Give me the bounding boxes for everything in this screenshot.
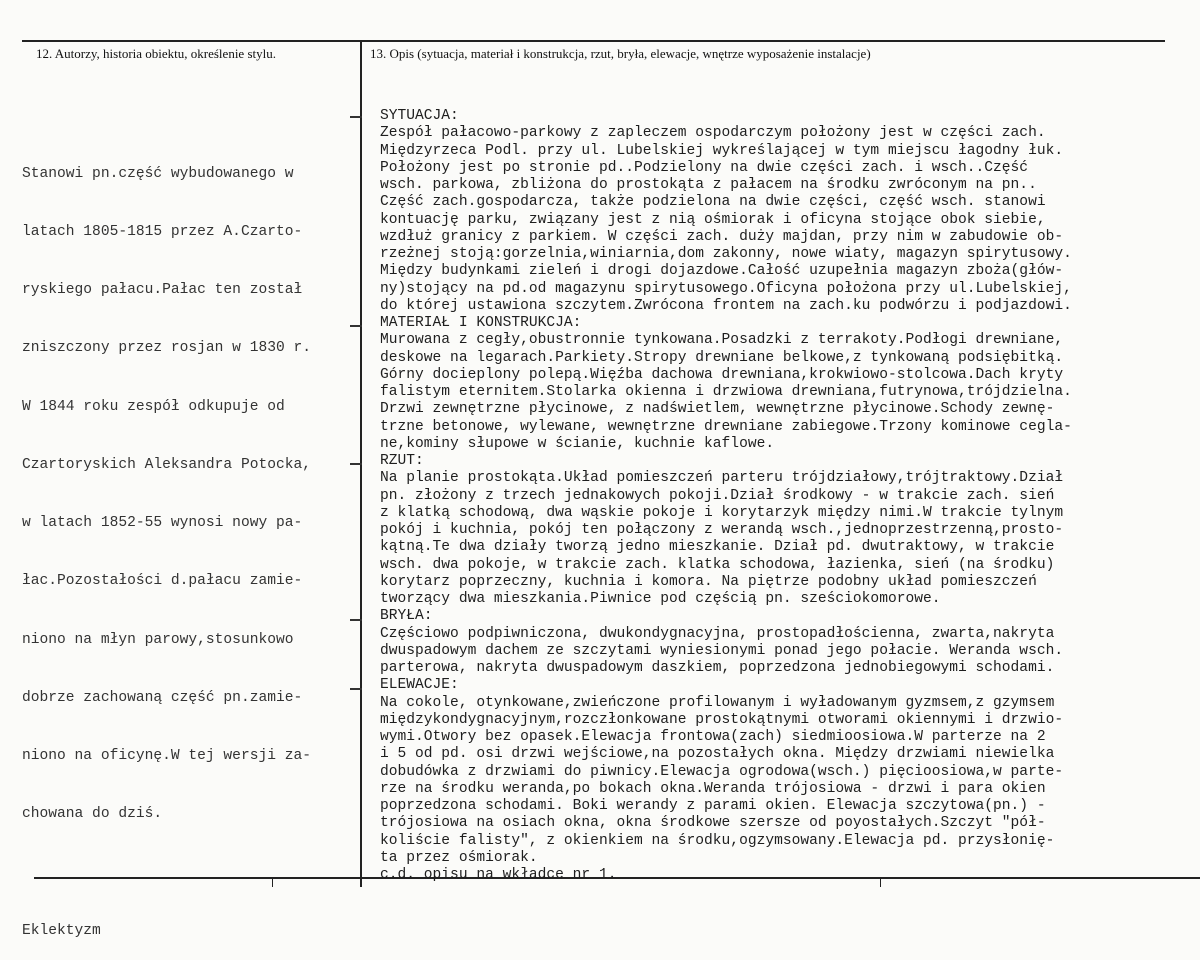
- description-line: Górny docieplony polepą.Więźba dachowa drewniana,krokwiowo-stolcowa.Dach kryty: [380, 366, 1064, 383]
- description-line: Na planie prostokąta.Układ pomieszczeń parteru trójdziałowy,trójtraktowy.Dział: [380, 470, 1064, 487]
- description-line: ta przez ośmiorak.: [380, 849, 538, 866]
- history-line: chowana do dziś.: [22, 806, 163, 823]
- style-label: Eklektyzm: [22, 922, 101, 939]
- column-header-13: 13. Opis (sytuacja, materiał i konstrukcja, rzut, bryła, elewacje, wnętrze wyposażenie instalacje): [370, 46, 871, 61]
- description-line: wsch. parkowa, zbliżona do prostokąta z pałacem na środku zwróconym na pn..: [380, 177, 1037, 193]
- description-line: do której ustawiona szczytem.Zwrócona frontem na zach.ku podwórzu i podjazdowi.: [380, 297, 1072, 314]
- description-line: koliście falisty", z okienkiem na środku,ogzymsowany.Elewacja pd. przysłonię-: [380, 832, 1055, 849]
- description-line: i 5 od pd. osi drzwi wejściowe,na pozostałych okna. Między drzwiami niewielka: [380, 746, 1055, 763]
- description-line: Część zach.gospodarcza, także podzielona na dwie części, część wsch. stanowi: [380, 194, 1046, 211]
- description-line: Murowana z cegły,obustronnie tynkowana.Posadzki z terrakoty.Podłogi drewniane,: [380, 332, 1064, 349]
- top-rule: [22, 40, 1165, 42]
- description-line: dwuspadowym dachem ze szczytami wyniesionymi ponad jego połacie. Weranda wsch.: [380, 642, 1064, 659]
- description-line: Między budynkami zieleń i drogi dojazdowe.Całość uzupełnia magazyn zboża(głów-: [380, 263, 1064, 280]
- description-line: wzdłuż granicy z parkiem. W części zach. duży majdan, przy nim w zabudowie ob-: [380, 228, 1064, 245]
- history-line: dobrze zachowaną część pn.zamie-: [22, 689, 303, 706]
- description-text: [380, 108, 1190, 884]
- history-line: latach 1805-1815 przez A.Czarto-: [22, 224, 303, 241]
- description-line: kontuację parku, związany jest z nią ośmiorak i oficyna stojące obok siebie,: [380, 211, 1046, 228]
- history-line: niono na młyn parowy,stosunkowo: [22, 631, 294, 648]
- description-line: dobudówka z drzwiami do piwnicy.Elewacja ogrodowa(wsch.) pięcioosiowa,w parte-: [380, 763, 1064, 780]
- description-line: Położony jest po stronie pd..Podzielony na dwie części zach. i wsch..Część: [380, 159, 1029, 176]
- history-line: Czartoryskich Aleksandra Potocka,: [22, 456, 312, 473]
- description-line: rzeżnej stoją:gorzelnia,winiarnia,dom zakonny, nowe wiaty, magazyn spirytusowy.: [380, 246, 1072, 262]
- description-line: parterowa, nakryta dwuspadowym daszkiem, poprzedzona jednobiegowymi schodami.: [380, 660, 1055, 676]
- history-line: niono na oficynę.W tej wersji za-: [22, 748, 312, 764]
- description-line: międzykondygnacyjnym,rozczłonkowane prostokątnymi otworami okiennymi i drzwio-: [380, 711, 1064, 728]
- history-text: [22, 126, 352, 960]
- description-line: kątną.Te dwa działy tworzą jedno mieszkanie. Dział pd. dwutraktowy, w trakcie: [380, 539, 1055, 556]
- description-line: Na cokole, otynkowane,zwieńczone profilowanym i wyładowanym gyzmsem,z gzymsem: [380, 694, 1055, 711]
- description-line: c.d. opisu na wkładce nr 1.: [380, 867, 617, 883]
- column-header-12: 12. Autorzy, historia obiektu, określenie stylu.: [36, 46, 276, 61]
- description-line: RZUT:: [380, 453, 424, 469]
- history-line: łac.Pozostałości d.pałacu zamie-: [22, 573, 303, 590]
- description-line: falistym eternitem.Stolarka okienna i drzwiowa drewniana,futrynowa,trójdzielna.: [380, 384, 1072, 400]
- description-line: ELEWACJE:: [380, 677, 459, 694]
- description-line: Zespół pałacowo-parkowy z zapleczem ospodarczym położony jest w części zach.: [380, 125, 1046, 142]
- history-line: ryskiego pałacu.Pałac ten został: [22, 282, 303, 299]
- description-line: z klatką schodową, dwa wąskie pokoje i korytarzyk między nimi.W trakcie tylnym: [380, 504, 1064, 521]
- history-line: W 1844 roku zespół odkupuje od: [22, 398, 285, 415]
- description-line: SYTUACJA:: [380, 108, 459, 124]
- description-line: pn. złożony z trzech jednakowych pokoji.Dział środkowy - w trakcie zach. sień: [380, 487, 1055, 504]
- description-line: wsch. dwa pokoje, w trakcie zach. klatka schodowa, łazienka, sień (na środku): [380, 556, 1055, 573]
- description-line: trójosiowa na osiach okna, okna środkowe szersze od poyostałych.Szczyt "pół-: [380, 815, 1046, 832]
- description-line: Drzwi zewnętrzne płycinowe, z nadświetlem, wewnętrzne płycinowe.Schody zewnę-: [380, 401, 1055, 418]
- history-line: w latach 1852-55 wynosi nowy pa-: [22, 515, 303, 532]
- description-line: poprzedzona schodami. Boki werandy z parami okien. Elewacja szczytowa(pn.) -: [380, 798, 1046, 814]
- description-line: korytarz poprzeczny, kuchnia i komora. Na piętrze podobny układ pomieszczeń: [380, 573, 1037, 590]
- description-line: BRYŁA:: [380, 608, 433, 625]
- description-line: ny)stojący na pd.od magazynu spirytusowego.Oficyna położona przy ul.Lubelskiej,: [380, 280, 1072, 297]
- description-line: wymi.Otwory bez opasek.Elewacja frontowa(zach) siedmioosiowa.W parterze na 2: [380, 729, 1046, 745]
- description-line: rze na środku weranda,po bokach okna.Weranda trójosiowa - drzwi i para okien: [380, 780, 1046, 797]
- description-line: pokój i kuchnia, pokój ten połączony z werandą wsch.,jednoprzestrzenną,prosto-: [380, 522, 1064, 538]
- history-line: Stanowi pn.część wybudowanego w: [22, 165, 294, 182]
- description-line: trzne betonowe, wylewane, wewnętrzne drewniane zabiegowe.Trzony kominowe cegla-: [380, 418, 1072, 435]
- section-tick: [350, 116, 362, 118]
- description-line: MATERIAŁ I KONSTRUKCJA:: [380, 315, 582, 331]
- history-line: zniszczony przez rosjan w 1830 r.: [22, 340, 312, 357]
- description-line: tworzący dwa mieszkania.Piwnice pod częścią pn. sześciokomorowe.: [380, 591, 941, 607]
- description-line: ne,kominy słupowe w ścianie, kuchnie kaflowe.: [380, 435, 775, 452]
- description-line: deskowe na legarach.Parkiety.Stropy drewniane belkowe,z tynkowaną podsiębitką.: [380, 349, 1064, 366]
- description-line: Międzyrzeca Podl. przy ul. Lubelskiej wykreślającej w tym miejscu łagodny łuk.: [380, 142, 1064, 159]
- description-line: Częściowo podpiwniczona, dwukondygnacyjna, prostopadłościenna, zwarta,nakryta: [380, 625, 1055, 642]
